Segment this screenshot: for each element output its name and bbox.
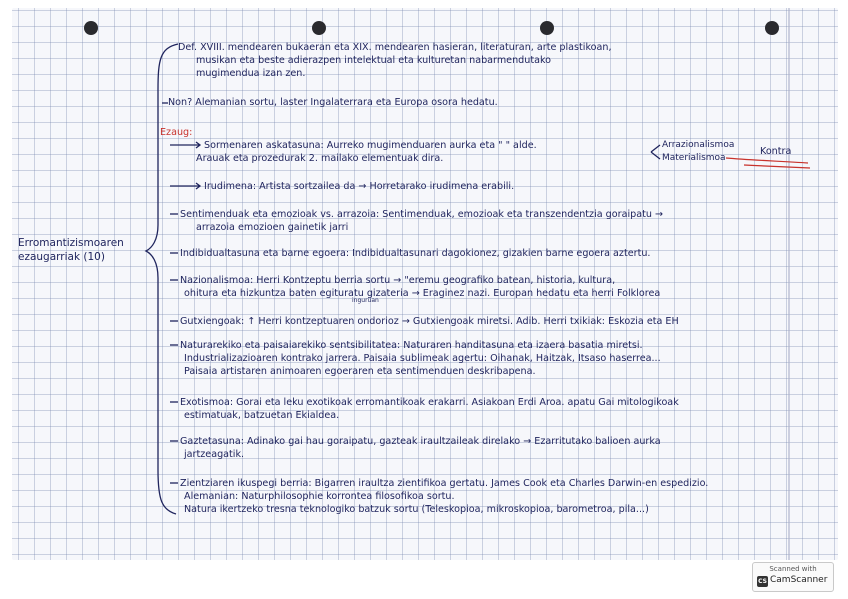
- feature-7-line-3: Paisaia artistaren animoaren egoeraren eta sentimenduen deskribapena.: [184, 366, 536, 377]
- watermark-brand: CamScanner: [770, 575, 828, 585]
- feature-4: Indibidualtasuna eta barne egoera: Indibidualtasunari dagokionez, gizakien barne egoera aztertu.: [180, 248, 651, 259]
- feature-1-rationalism: Arrazionalismoa: [662, 140, 735, 150]
- feature-1-against: Kontra: [760, 146, 792, 157]
- features-heading: Ezaug:: [160, 127, 193, 138]
- feature-8-line-2: estimatuak, batzuetan Ekialdea.: [184, 410, 340, 421]
- feature-5-line-1: Nazionalismoa: Herri Kontzeptu berria sortu → "eremu geografiko batean, historia, kultura,: [180, 275, 616, 286]
- feature-5-annotation: inguruan: [352, 297, 379, 304]
- camscanner-logo-icon: CS: [758, 578, 767, 585]
- watermark-caption: Scanned with: [769, 565, 817, 573]
- origin-line: Non? Alemanian sortu, laster Ingalaterrara eta Europa osora hedatu.: [168, 97, 498, 108]
- feature-8-line-1: Exotismoa: Gorai eta leku exotikoak erromantikoak erakarri. Asiakoan Erdi Aroa. apatu Gai mitologikoak: [180, 397, 679, 408]
- feature-1-line-2: Arauak eta prozedurak 2. mailako elementuak dira.: [196, 153, 444, 164]
- feature-3-line-2: arrazoia emozioen gainetik jarri: [196, 222, 349, 233]
- side-title: Erromantizismoaren ezaugarriak (10): [18, 237, 124, 263]
- feature-7-line-1: Naturarekiko eta paisaiarekiko sentsibilitatea: Naturaren handitasuna eta izaera basatia miretsi.: [180, 340, 643, 351]
- feature-10-line-2: Alemanian: Naturphilosophie korrontea filosofikoa sortu.: [184, 491, 455, 502]
- feature-9-line-1: Gaztetasuna: Adinako gai hau goraipatu, gazteak iraultzaileak direlako → Ezarritutako balioen aurka: [180, 436, 661, 447]
- definition-line-2: musikan eta beste adierazpen intelektual eta kulturetan nabarmendutako: [196, 55, 552, 66]
- camscanner-watermark: [752, 562, 834, 592]
- feature-2: Irudimena: Artista sortzailea da → Horretarako irudimena erabili.: [204, 181, 515, 192]
- feature-1-line-1: Sormenaren askatasuna: Aurreko mugimenduaren aurka eta " " alde.: [204, 140, 537, 151]
- definition-line-1: Def. XVIII. mendearen bukaeran eta XIX. mendearen hasieran, literaturan, arte plastikoan,: [178, 42, 612, 53]
- feature-9-line-2: jartzeagatik.: [184, 449, 245, 460]
- feature-10-line-3: Natura ikertzeko tresna teknologiko batzuk sortu (Teleskopioa, mikroskopioa, barometroa, pila...): [184, 504, 649, 515]
- feature-1-materialism: Materialismoa: [662, 153, 726, 163]
- feature-3-line-1: Sentimenduak eta emozioak vs. arrazoia: Sentimenduak, emozioak eta transzendentzia goraipatu →: [180, 209, 664, 220]
- definition-line-3: mugimendua izan zen.: [196, 68, 306, 79]
- feature-7-line-2: Industrializazioaren kontrako jarrera. Paisaia sublimeak agertu: Oihanak, Haitzak, Itsaso haserrea...: [184, 353, 661, 364]
- feature-5-line-2: ohitura eta hizkuntza baten egituratu gizateria → Eraginez nazi. Europan hedatu eta herri Folklorea: [184, 288, 661, 299]
- feature-6: Gutxiengoak: ↑ Herri kontzeptuaren ondorioz → Gutxiengoak miretsi. Adib. Herri txikiak: Eskozia eta EH: [180, 316, 679, 327]
- feature-10-line-1: Zientziaren ikuspegi berria: Bigarren iraultza zientifikoa gertatu. James Cook eta Charles Darwin-en espedizio.: [180, 478, 709, 489]
